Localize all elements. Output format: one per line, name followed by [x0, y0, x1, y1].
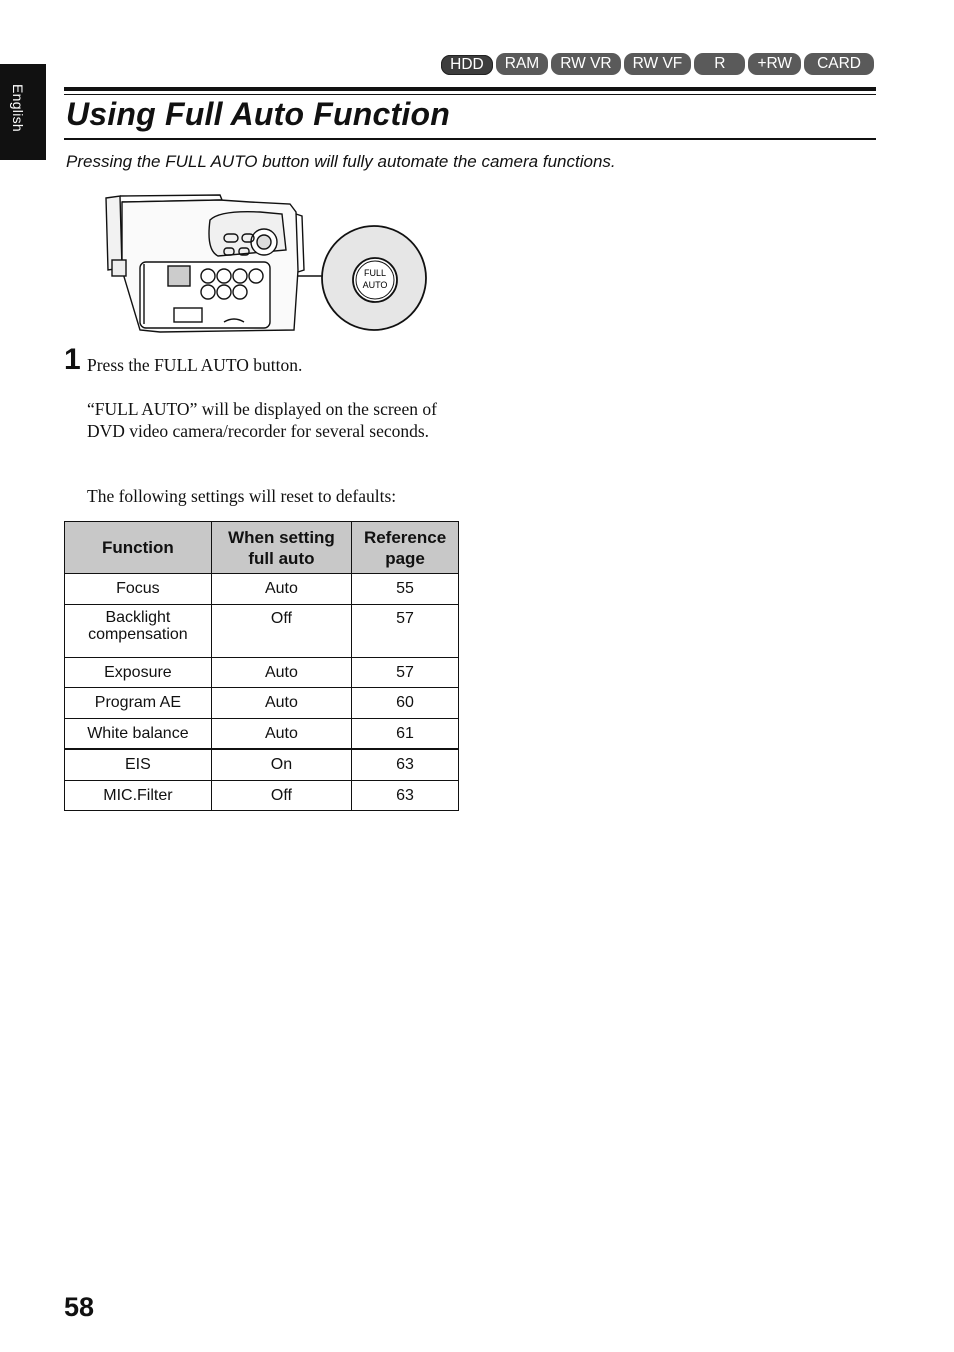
- cell-function: Focus: [65, 574, 212, 605]
- table-row: [65, 688, 459, 719]
- cell-function: Exposure: [65, 657, 212, 688]
- step-note: “FULL AUTO” will be displayed on the screen of DVD video camera/recorder for several seconds.: [87, 399, 437, 441]
- table-row: [65, 604, 459, 657]
- cell-setting: Off: [211, 780, 351, 811]
- cell-page: 63: [352, 780, 459, 811]
- cell-setting: On: [211, 749, 351, 780]
- cell-setting: Auto: [211, 657, 351, 688]
- language-label: English: [10, 84, 26, 133]
- cell-setting: Auto: [211, 688, 351, 719]
- table-row: [65, 657, 459, 688]
- intro-text: Pressing the FULL AUTO button will fully automate the camera functions.: [66, 152, 616, 171]
- cell-setting: Auto: [211, 718, 351, 749]
- disc-type-tabs: [441, 53, 874, 75]
- table-row: [65, 574, 459, 605]
- table-row: [65, 780, 459, 811]
- cell-page: 55: [352, 574, 459, 605]
- cell-function: MIC.Filter: [65, 780, 212, 811]
- camera-illustration: [100, 190, 440, 340]
- disc-tab-rw-vf: RW VF: [624, 53, 692, 75]
- title-rule-top-thin: [64, 94, 876, 95]
- cell-function: White balance: [65, 718, 212, 749]
- defaults-table: [64, 521, 459, 811]
- disc-tab-r: R: [694, 53, 745, 75]
- table-header-row: [65, 522, 459, 574]
- cell-page: 63: [352, 749, 459, 780]
- step-instruction: Press the FULL AUTO button.: [87, 355, 303, 375]
- cell-function: EIS: [65, 749, 212, 780]
- table-row: [65, 749, 459, 780]
- cell-page: 57: [352, 604, 459, 657]
- title-rule-top: [64, 87, 876, 91]
- cell-function: Program AE: [65, 688, 212, 719]
- disc-tab-hdd: HDD: [441, 55, 493, 75]
- table-row: [65, 718, 459, 749]
- header-reference-page: Reference page: [352, 522, 459, 574]
- cell-page: 60: [352, 688, 459, 719]
- full-auto-label-line1: FULL: [363, 268, 387, 278]
- cell-setting: Off: [211, 604, 351, 657]
- title-rule-bottom: [64, 138, 876, 140]
- cell-page: 61: [352, 718, 459, 749]
- cell-page: 57: [352, 657, 459, 688]
- cell-function: Backlight compensation: [65, 604, 212, 657]
- header-when-setting: When setting full auto: [211, 522, 351, 574]
- step-number: 1: [64, 343, 81, 376]
- page-number: 58: [64, 1292, 95, 1322]
- full-auto-label-line2: AUTO: [362, 280, 388, 290]
- language-tab: [0, 64, 46, 160]
- page-title: Using Full Auto Function: [66, 96, 450, 132]
- disc-tab-ram: RAM: [496, 53, 548, 75]
- cell-setting: Auto: [211, 574, 351, 605]
- disc-tab-card: CARD: [804, 53, 874, 75]
- disc-tab-rw-vr: RW VR: [551, 53, 620, 75]
- disc-tab-plus-rw: +RW: [748, 53, 801, 75]
- reset-text: The following settings will reset to defaults:: [87, 486, 397, 506]
- header-function: Function: [65, 522, 212, 574]
